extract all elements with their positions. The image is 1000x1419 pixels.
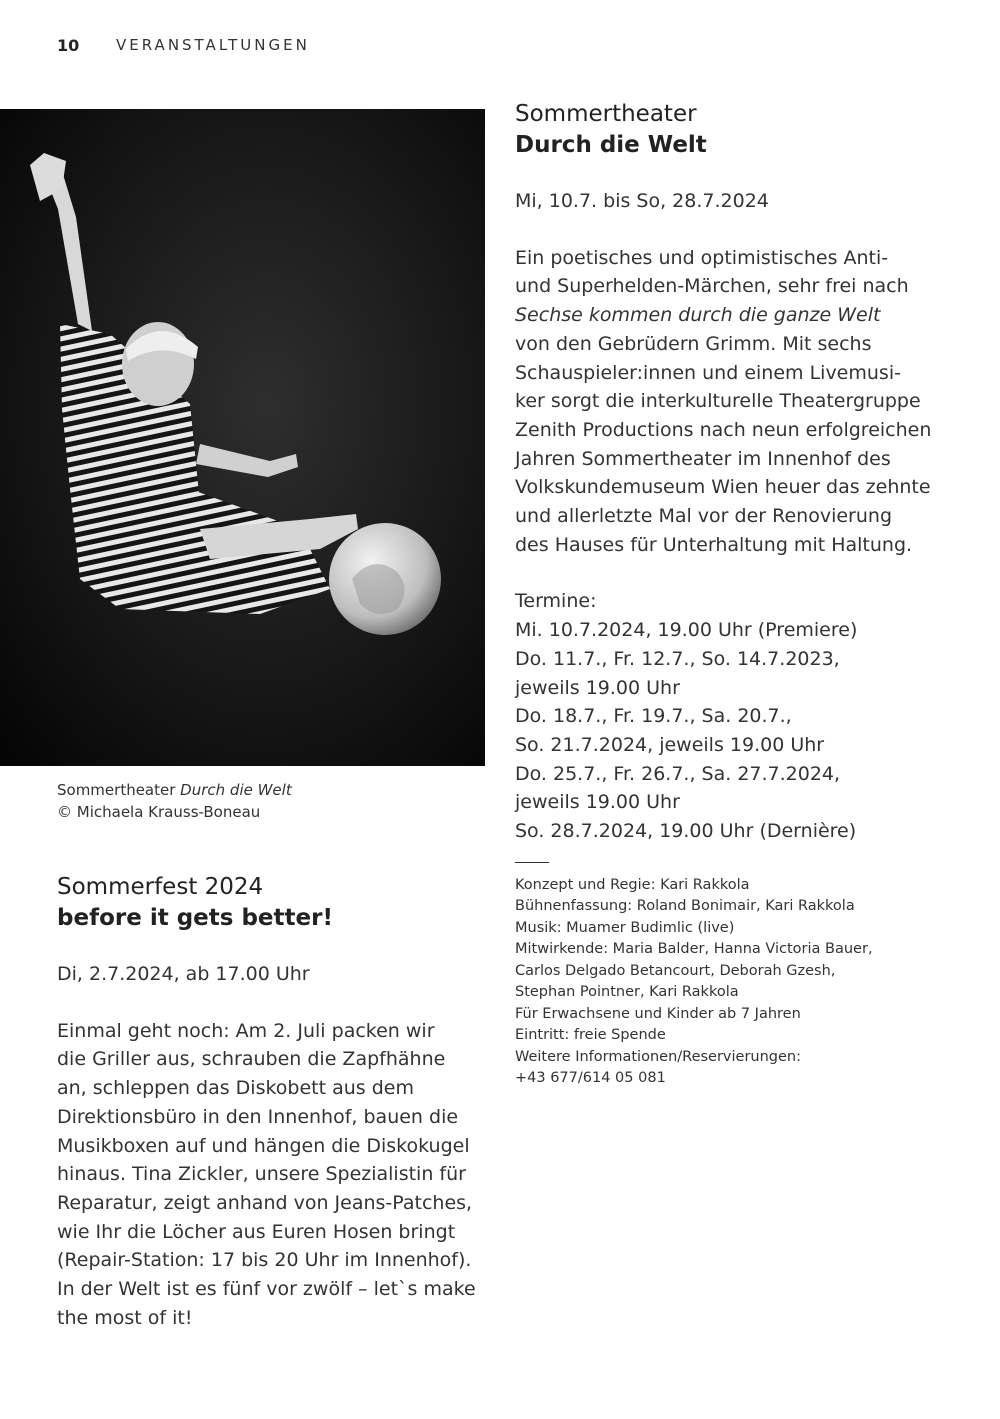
body-line: des Hauses für Unterhaltung mit Haltung. — [515, 533, 913, 556]
credit-line: Carlos Delgado Betancourt, Deborah Gzesh, — [515, 962, 836, 979]
credit-line: Eintritt: freie Spende — [515, 1027, 666, 1044]
schedule-line: jeweils 19.00 Uhr — [515, 676, 680, 699]
fairy-tale-title: Sechse kommen durch die ganze Welt — [515, 304, 881, 327]
caption-title: Durch die Welt — [180, 781, 292, 799]
section-label: VERANSTALTUNGEN — [116, 36, 310, 54]
body-line: Einmal geht noch: Am 2. Juli packen wir — [57, 1019, 435, 1042]
credit-line: Stephan Pointner, Kari Rakkola — [515, 984, 739, 1001]
body-line: In der Welt ist es fünf vor zwölf – let`s make — [57, 1278, 476, 1301]
sommerfest-article — [57, 872, 477, 1332]
body-line: Volkskundemuseum Wien heuer das zehnte — [515, 476, 931, 499]
schedule-line: Do. 11.7., Fr. 12.7., So. 14.7.2023, — [515, 647, 840, 670]
body-line: an, schleppen das Diskobett aus dem — [57, 1077, 414, 1100]
credit-line: Konzept und Regie: Kari Rakkola — [515, 876, 750, 893]
body-line: the most of it! — [57, 1306, 193, 1329]
schedule-line: jeweils 19.00 Uhr — [515, 791, 680, 814]
caption-prefix: Sommertheater — [57, 781, 181, 799]
body-line: Jahren Sommertheater im Innenhof des — [515, 447, 891, 470]
caption-credit: © Michaela Krauss-Boneau — [57, 803, 261, 821]
phone-number: +43 677/614 05 081 — [515, 1070, 666, 1087]
divider — [515, 862, 549, 863]
schedule-line: Do. 25.7., Fr. 26.7., Sa. 27.7.2024, — [515, 762, 841, 785]
sommertheater-credits — [515, 875, 955, 1090]
sommerfest-body — [57, 1017, 477, 1333]
body-line: wie Ihr die Löcher aus Euren Hosen bringt — [57, 1220, 456, 1243]
body-line: Zenith Productions nach neun erfolgreichen — [515, 418, 932, 441]
sommertheater-schedule — [515, 587, 955, 845]
body-line: Direktionsbüro in den Innenhof, bauen die — [57, 1105, 459, 1128]
schedule-line: So. 21.7.2024, jeweils 19.00 Uhr — [515, 733, 825, 756]
credit-line: Für Erwachsene und Kinder ab 7 Jahren — [515, 1005, 801, 1022]
photo-caption — [57, 779, 292, 823]
body-line: ker sorgt die interkulturelle Theatergruppe — [515, 390, 921, 413]
body-line: und allerletzte Mal vor der Renovierung — [515, 505, 893, 528]
credit-line: Bühnenfassung: Roland Bonimair, Kari Rakkola — [515, 898, 855, 915]
sommerfest-kicker: Sommerfest 2024 — [57, 874, 264, 900]
body-line: Reparatur, zeigt anhand von Jeans-Patches, — [57, 1191, 473, 1214]
credit-line: Weitere Informationen/Reservierungen: — [515, 1048, 801, 1065]
caption-line-1 — [57, 779, 292, 801]
schedule-line: Termine: — [515, 590, 597, 613]
performer-with-globe-image — [0, 109, 485, 766]
sommertheater-article — [515, 99, 955, 1090]
schedule-line: Do. 18.7., Fr. 19.7., Sa. 20.7., — [515, 705, 792, 728]
schedule-line: Mi. 10.7.2024, 19.00 Uhr (Premiere) — [515, 619, 858, 642]
event-photo — [0, 109, 485, 766]
body-line: die Griller aus, schrauben die Zapfhähne — [57, 1048, 446, 1071]
body-line: Schauspieler:innen und einem Livemusi- — [515, 361, 901, 384]
sommertheater-description — [515, 244, 955, 560]
body-line: Musikboxen auf und hängen die Diskokugel — [57, 1134, 470, 1157]
page-number: 10 — [57, 36, 80, 55]
body-line: (Repair-Station: 17 bis 20 Uhr im Innenhof). — [57, 1249, 472, 1272]
credit-line: Mitwirkende: Maria Balder, Hanna Victoria Bauer, — [515, 941, 873, 958]
sommerfest-title: before it gets better! — [57, 905, 333, 931]
sommertheater-kicker: Sommertheater — [515, 101, 697, 127]
body-line: Ein poetisches und optimistisches Anti- — [515, 246, 889, 269]
body-line-italic — [515, 301, 955, 330]
body-line: von den Gebrüdern Grimm. Mit sechs — [515, 332, 872, 355]
schedule-line: So. 28.7.2024, 19.00 Uhr (Dernière) — [515, 820, 857, 843]
body-line: und Superhelden-Märchen, sehr frei nach — [515, 275, 909, 298]
credit-line: Musik: Muamer Budimlic (live) — [515, 919, 735, 936]
sommerfest-date: Di, 2.7.2024, ab 17.00 Uhr — [57, 963, 310, 985]
body-line: hinaus. Tina Zickler, unsere Spezialistin für — [57, 1163, 466, 1186]
sommertheater-date: Mi, 10.7. bis So, 28.7.2024 — [515, 190, 769, 212]
sommertheater-title: Durch die Welt — [515, 132, 707, 158]
